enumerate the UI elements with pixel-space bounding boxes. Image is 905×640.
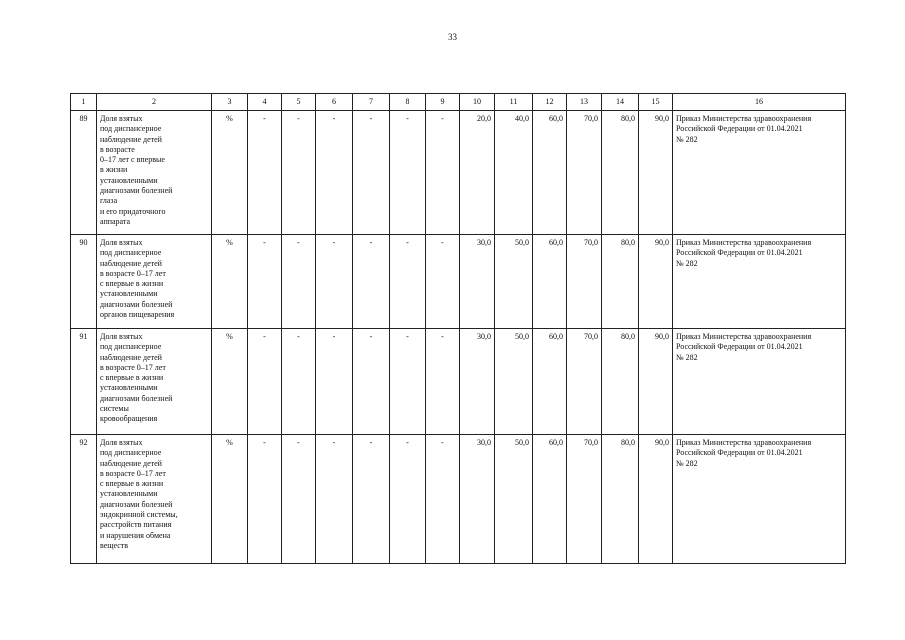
- indicator-name-line: диагнозами болезней: [100, 186, 173, 196]
- empty-value-cell: -: [426, 329, 460, 435]
- header-cell: 15: [639, 94, 673, 111]
- source-cell: [673, 329, 846, 435]
- header-cell: 6: [316, 94, 353, 111]
- unit-cell: %: [212, 235, 248, 329]
- table-row: [71, 111, 846, 235]
- indicator-name-line: аппарата: [100, 216, 131, 226]
- source-line: № 282: [676, 458, 698, 468]
- indicator-name-line: кровообращения: [100, 414, 158, 424]
- value-cell: 80,0: [602, 111, 639, 235]
- empty-value-cell: -: [282, 435, 316, 564]
- indicator-name-line: 0–17 лет с впервые: [100, 155, 165, 165]
- source-line: Российской Федерации от 01.04.2021: [676, 124, 803, 134]
- header-cell: 16: [673, 94, 846, 111]
- table-row: [71, 329, 846, 435]
- row-number: 91: [71, 329, 97, 435]
- empty-value-cell: -: [353, 329, 390, 435]
- source-cell: [673, 111, 846, 235]
- source-line: Приказ Министерства здравоохранения: [676, 238, 812, 247]
- empty-value-cell: -: [248, 435, 282, 564]
- value-cell: 30,0: [460, 435, 495, 564]
- header-cell: 8: [390, 94, 426, 111]
- indicator-name-cell: [97, 235, 212, 329]
- value-cell: 50,0: [495, 235, 533, 329]
- header-cell: 9: [426, 94, 460, 111]
- indicator-name-line: в возрасте 0–17 лет: [100, 468, 166, 478]
- indicator-name-line: наблюдение детей: [100, 258, 162, 268]
- indicator-name-line: Доля взятых: [100, 332, 143, 341]
- header-cell: 11: [495, 94, 533, 111]
- indicator-name-line: веществ: [100, 540, 129, 550]
- indicator-name-line: в жизни: [100, 165, 128, 175]
- empty-value-cell: -: [248, 111, 282, 235]
- source-cell: [673, 435, 846, 564]
- row-number: 89: [71, 111, 97, 235]
- source-line: Приказ Министерства здравоохранения: [676, 332, 812, 341]
- source-cell: [673, 235, 846, 329]
- indicator-name-line: под диспансерное: [100, 124, 162, 134]
- header-cell: 5: [282, 94, 316, 111]
- header-cell: 4: [248, 94, 282, 111]
- value-cell: 60,0: [533, 329, 567, 435]
- indicator-name-line: под диспансерное: [100, 248, 162, 258]
- indicator-name-line: системы: [100, 404, 129, 414]
- empty-value-cell: -: [353, 111, 390, 235]
- empty-value-cell: -: [390, 235, 426, 329]
- indicator-name-line: диагнозами болезней: [100, 499, 173, 509]
- header-cell: 3: [212, 94, 248, 111]
- empty-value-cell: -: [316, 235, 353, 329]
- indicator-name-line: под диспансерное: [100, 448, 162, 458]
- empty-value-cell: -: [426, 111, 460, 235]
- indicator-name-line: установленными: [100, 289, 158, 299]
- header-cell: 14: [602, 94, 639, 111]
- value-cell: 80,0: [602, 435, 639, 564]
- table-row: [71, 235, 846, 329]
- value-cell: 50,0: [495, 435, 533, 564]
- row-number: 92: [71, 435, 97, 564]
- indicator-name-line: и его придаточного: [100, 206, 166, 216]
- row-number: 90: [71, 235, 97, 329]
- indicator-name-line: с впервые в жизни: [100, 479, 164, 489]
- empty-value-cell: -: [316, 435, 353, 564]
- unit-cell: %: [212, 435, 248, 564]
- empty-value-cell: -: [353, 235, 390, 329]
- indicator-name-line: Доля взятых: [100, 114, 143, 123]
- indicator-name-line: с впервые в жизни: [100, 279, 164, 289]
- source-line: № 282: [676, 134, 698, 144]
- unit-cell: %: [212, 111, 248, 235]
- empty-value-cell: -: [426, 435, 460, 564]
- value-cell: 80,0: [602, 235, 639, 329]
- indicator-name-line: установленными: [100, 489, 158, 499]
- value-cell: 80,0: [602, 329, 639, 435]
- value-cell: 70,0: [567, 435, 602, 564]
- indicator-name-line: в возрасте 0–17 лет: [100, 362, 166, 372]
- empty-value-cell: -: [316, 111, 353, 235]
- indicator-name-line: наблюдение детей: [100, 134, 162, 144]
- value-cell: 90,0: [639, 111, 673, 235]
- value-cell: 20,0: [460, 111, 495, 235]
- value-cell: 30,0: [460, 329, 495, 435]
- indicator-name-line: под диспансерное: [100, 342, 162, 352]
- page-number: 33: [448, 32, 457, 42]
- empty-value-cell: -: [282, 111, 316, 235]
- empty-value-cell: -: [248, 329, 282, 435]
- header-cell: 7: [353, 94, 390, 111]
- source-line: Российской Федерации от 01.04.2021: [676, 248, 803, 258]
- source-line: Российской Федерации от 01.04.2021: [676, 448, 803, 458]
- value-cell: 50,0: [495, 329, 533, 435]
- value-cell: 90,0: [639, 435, 673, 564]
- empty-value-cell: -: [282, 235, 316, 329]
- indicator-name-line: наблюдение детей: [100, 352, 162, 362]
- header-row: [71, 94, 846, 111]
- indicator-name-line: в возрасте: [100, 144, 135, 154]
- header-cell: 10: [460, 94, 495, 111]
- empty-value-cell: -: [282, 329, 316, 435]
- indicator-name-line: органов пищеварения: [100, 310, 175, 320]
- table-row: [71, 435, 846, 564]
- indicator-name-cell: [97, 435, 212, 564]
- value-cell: 60,0: [533, 235, 567, 329]
- value-cell: 30,0: [460, 235, 495, 329]
- indicator-name-line: эндокринной системы,: [100, 510, 178, 520]
- empty-value-cell: -: [390, 435, 426, 564]
- empty-value-cell: -: [390, 329, 426, 435]
- indicators-table: [70, 93, 846, 564]
- indicator-name-cell: [97, 111, 212, 235]
- header-cell: 12: [533, 94, 567, 111]
- empty-value-cell: -: [316, 329, 353, 435]
- value-cell: 90,0: [639, 329, 673, 435]
- value-cell: 40,0: [495, 111, 533, 235]
- indicator-name-line: диагнозами болезней: [100, 393, 173, 403]
- indicator-name-line: установленными: [100, 175, 158, 185]
- indicator-name-line: наблюдение детей: [100, 458, 162, 468]
- indicator-name-line: Доля взятых: [100, 438, 143, 447]
- empty-value-cell: -: [390, 111, 426, 235]
- empty-value-cell: -: [353, 435, 390, 564]
- empty-value-cell: -: [426, 235, 460, 329]
- source-line: № 282: [676, 352, 698, 362]
- source-line: № 282: [676, 258, 698, 268]
- indicator-name-line: и нарушения обмена: [100, 530, 171, 540]
- value-cell: 60,0: [533, 435, 567, 564]
- indicator-name-line: в возрасте 0–17 лет: [100, 268, 166, 278]
- indicator-name-line: Доля взятых: [100, 238, 143, 247]
- value-cell: 70,0: [567, 111, 602, 235]
- indicator-name-line: с впервые в жизни: [100, 373, 164, 383]
- value-cell: 60,0: [533, 111, 567, 235]
- source-line: Приказ Министерства здравоохранения: [676, 438, 812, 447]
- indicator-name-line: установленными: [100, 383, 158, 393]
- indicator-name-line: диагнозами болезней: [100, 299, 173, 309]
- indicator-name-line: расстройств питания: [100, 520, 172, 530]
- indicator-name-cell: [97, 329, 212, 435]
- unit-cell: %: [212, 329, 248, 435]
- source-line: Приказ Министерства здравоохранения: [676, 114, 812, 123]
- source-line: Российской Федерации от 01.04.2021: [676, 342, 803, 352]
- header-cell: 2: [97, 94, 212, 111]
- header-cell: 1: [71, 94, 97, 111]
- value-cell: 70,0: [567, 235, 602, 329]
- header-cell: 13: [567, 94, 602, 111]
- indicator-name-line: глаза: [100, 196, 118, 206]
- value-cell: 90,0: [639, 235, 673, 329]
- empty-value-cell: -: [248, 235, 282, 329]
- value-cell: 70,0: [567, 329, 602, 435]
